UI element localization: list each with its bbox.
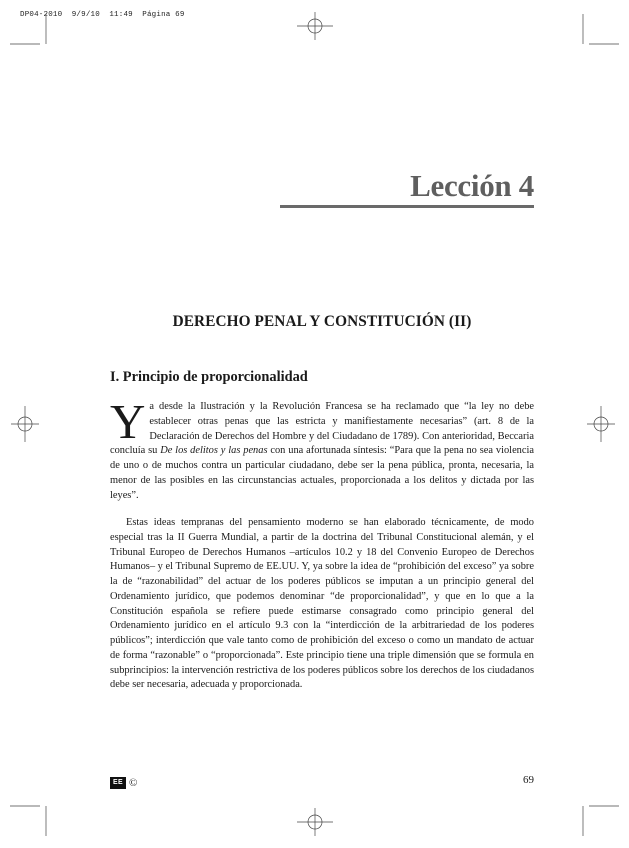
drop-cap: Y xyxy=(110,394,146,449)
paragraph-1 xyxy=(110,394,534,503)
registration-mark-top xyxy=(297,12,333,40)
slug-page-label: Página 69 xyxy=(142,11,185,19)
slug-file: DP04-2010 xyxy=(20,11,63,19)
book-title-italic: De los delitos y las penas xyxy=(160,445,268,457)
page-number: 69 xyxy=(523,774,534,786)
registration-mark-left xyxy=(11,406,39,442)
publisher-footer xyxy=(110,777,137,789)
paragraph-2: Estas ideas tempranas del pensamiento moderno se han elaborado técnicamente, de modo especial tras la II Guerra Mundial, a partir de la doctrina del Tribunal Constitucional alemán, y el Tribunal Europeo de Derechos Humanos –artículos 10.2 y 18 del Convenio Europeo de Derechos Humanos– y el Tribunal Supremo de EE.UU. Y, ya sobre la idea de “prohibición del exceso” ya sobre la de “razonabilidad” del actuar de los poderes públicos se imputan a un principio general del Ordenamiento jurídico, que podemos denominar “de proporcionalidad”, y que en lo que a la Constitución española se refiere puede estimarse consagrado como principio general del Ordenamiento jurídico en el artículo 9.3 con la “interdicción de la arbitrariedad de los poderes públicos”; interdicción que vale tanto como de prohibición del exceso o como un mandato de actuar de forma “razonable” o “proporcionada”. Este principio tiene una triple dimensión que se formula en subprincipios: la intervención restrictiva de los poderes públicos sobre los derechos de los ciudadanos debe ser necesaria, adecuada y proporcionada. xyxy=(110,517,534,691)
paragraph-1-part-1: a desde la Ilustración y la Revolución Francesa se ha reclamado que “la ley no debe establecer otras penas que las estricta y manifiestamente necesarias” (art. 8 de la Declaración de Derechos del Hombre y del Ciudadano de 1789). Con anterioridad, Beccaria concluía su xyxy=(110,401,534,457)
slug-date: 9/9/10 xyxy=(71,11,100,19)
slug-time: 11:49 xyxy=(109,11,133,19)
chapter-heading: Lección 4 xyxy=(280,168,534,208)
registration-mark-right xyxy=(587,406,615,442)
page-title: DERECHO PENAL Y CONSTITUCIÓN (II) xyxy=(172,313,472,330)
paragraph-1-part-2: con una afortunada síntesis: “Para que la pena no sea violencia de uno o de muchos contra un particular ciudadano, debe ser la pena pública, pronta, necesaria, la menor de las posibles en las circunstancias actuales, proporcionada a los delitos y dictada por las leyes”. xyxy=(110,445,534,501)
publisher-logo: EE xyxy=(110,777,126,789)
registration-mark-bottom xyxy=(297,808,333,836)
section-heading: I. Principio de proporcionalidad xyxy=(110,369,308,385)
copyright-symbol: © xyxy=(128,776,138,789)
